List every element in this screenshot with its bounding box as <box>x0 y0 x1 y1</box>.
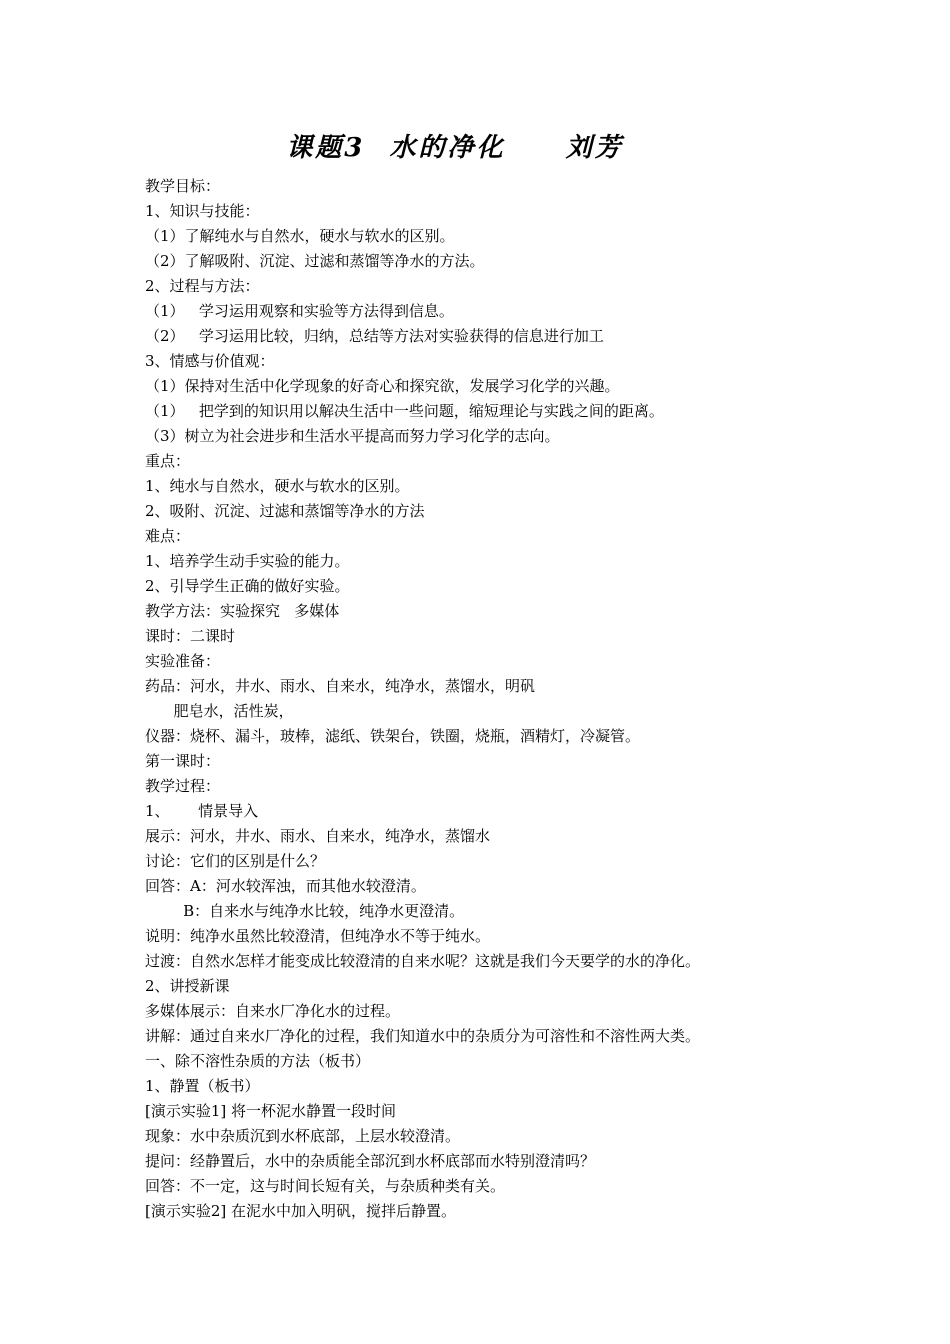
text-line: 回答：不一定，这与时间长短有关，与杂质种类有关。 <box>145 1177 506 1195</box>
text-line: （1） 把学到的知识用以解决生活中一些问题，缩短理论与实践之间的距离。 <box>145 402 664 420</box>
text-line: 一、除不溶性杂质的方法（板书） <box>145 1052 371 1070</box>
text-line: 1、静置（板书） <box>145 1077 260 1095</box>
text-line: 回答：A：河水较浑浊，而其他水较澄清。 <box>145 877 426 895</box>
text-line: B：自来水与纯净水比较，纯净水更澄清。 <box>145 902 465 920</box>
document-body <box>145 174 915 1224</box>
text-line: 1、 情景导入 <box>145 802 259 820</box>
text-line: 2、引导学生正确的做好实验。 <box>145 577 350 595</box>
text-line: 2、讲授新课 <box>145 977 230 995</box>
text-line: 药品：河水，井水、雨水、自来水，纯净水，蒸馏水，明矾 <box>145 677 536 695</box>
text-line: 展示：河水，井水、雨水、自来水，纯净水，蒸馏水 <box>145 827 491 845</box>
document-title: 课题3 水的净化 刘芳 <box>286 133 624 163</box>
text-line: 过渡：自然水怎样才能变成比较澄清的自来水呢？这就是我们今天要学的水的净化。 <box>145 952 701 970</box>
text-line: （1） 学习运用观察和实验等方法得到信息。 <box>145 302 454 320</box>
text-line: 第一课时： <box>145 752 221 770</box>
text-line: 教学过程： <box>145 777 221 795</box>
text-line: 多媒体展示：自来水厂净化水的过程。 <box>145 1002 401 1020</box>
text-line: （2） 学习运用比较，归纳，总结等方法对实验获得的信息进行加工 <box>145 327 604 345</box>
text-line: （1）保持对生活中化学现象的好奇心和探究欲，发展学习化学的兴趣。 <box>145 377 620 395</box>
text-line: （3）树立为社会进步和生活水平提高而努力学习化学的志向。 <box>145 427 560 445</box>
text-line: 讲解：通过自来水厂净化的过程，我们知道水中的杂质分为可溶性和不溶性两大类。 <box>145 1027 701 1045</box>
text-line: 3、情感与价值观： <box>145 352 275 370</box>
text-line: （1）了解纯水与自然水，硬水与软水的区别。 <box>145 227 455 245</box>
text-line: 教学目标： <box>145 177 221 195</box>
text-line: 提问：经静置后，水中的杂质能全部沉到水杯底部而水特别澄清吗？ <box>145 1152 596 1170</box>
text-line: 1、培养学生动手实验的能力。 <box>145 552 350 570</box>
text-line: 难点： <box>145 527 191 545</box>
text-line: 实验准备： <box>145 652 221 670</box>
text-line: 2、过程与方法： <box>145 277 260 295</box>
text-line: [演示实验1] 将一杯泥水静置一段时间 <box>145 1102 397 1120</box>
text-line: 现象：水中杂质沉到水杯底部，上层水较澄清。 <box>145 1127 461 1145</box>
text-line: 重点： <box>145 452 191 470</box>
text-line: 讨论：它们的区别是什么？ <box>145 852 326 870</box>
text-line: 课时：二课时 <box>145 627 236 645</box>
text-line: 仪器：烧杯、漏斗，玻棒，滤纸、铁架台，铁圈，烧瓶，酒精灯，冷凝管。 <box>145 727 641 745</box>
text-line: 教学方法：实验探究 多媒体 <box>145 602 340 620</box>
text-line: 1、纯水与自然水，硬水与软水的区别。 <box>145 477 410 495</box>
text-line: （2）了解吸附、沉淀、过滤和蒸馏等净水的方法。 <box>145 252 485 270</box>
text-line: 肥皂水，活性炭， <box>145 702 294 720</box>
text-line: 1、知识与技能： <box>145 202 260 220</box>
text-line: 2、吸附、沉淀、过滤和蒸馏等净水的方法 <box>145 502 425 520</box>
text-line: [演示实验2] 在泥水中加入明矾，搅拌后静置。 <box>145 1202 457 1220</box>
text-line: 说明：纯净水虽然比较澄清，但纯净水不等于纯水。 <box>145 927 491 945</box>
